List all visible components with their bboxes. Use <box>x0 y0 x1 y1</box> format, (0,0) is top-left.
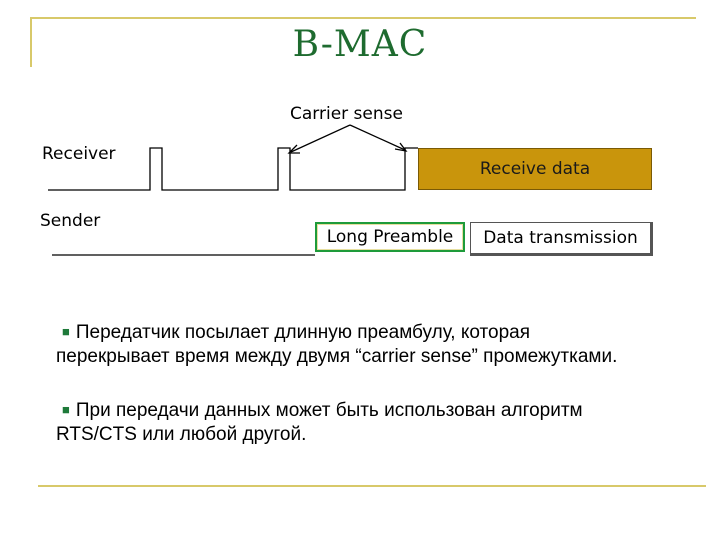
data-transmission-box: Data transmission <box>470 222 653 256</box>
bullet-text-line: RTS/CTS или любой другой. <box>56 424 307 445</box>
bullet-item <box>56 320 682 369</box>
square-bullet-icon: ■ <box>62 402 70 417</box>
receiver-waveform <box>48 148 418 190</box>
bullet-text-line: При передачи данных может быть использован алгоритм <box>75 400 583 421</box>
bullet-text-line: Передатчик посылает длинную преамбулу, которая <box>75 322 531 343</box>
bullet-item <box>56 398 682 447</box>
receiver-label: Receiver <box>42 144 116 164</box>
carrier-arrow-right <box>350 125 405 150</box>
bullet-text-line: перекрывает время между двумя “carrier sense” промежутками. <box>56 346 618 367</box>
slide-title: B-MAC <box>292 24 428 65</box>
sender-label: Sender <box>40 211 101 231</box>
long-preamble-box: Long Preamble <box>315 222 465 252</box>
carrier-arrow-left <box>291 125 350 152</box>
square-bullet-icon: ■ <box>62 324 70 339</box>
receive-data-box: Receive data <box>418 148 652 190</box>
carrier-sense-label: Carrier sense <box>290 104 403 124</box>
carrier-arrowhead-right <box>395 143 406 151</box>
